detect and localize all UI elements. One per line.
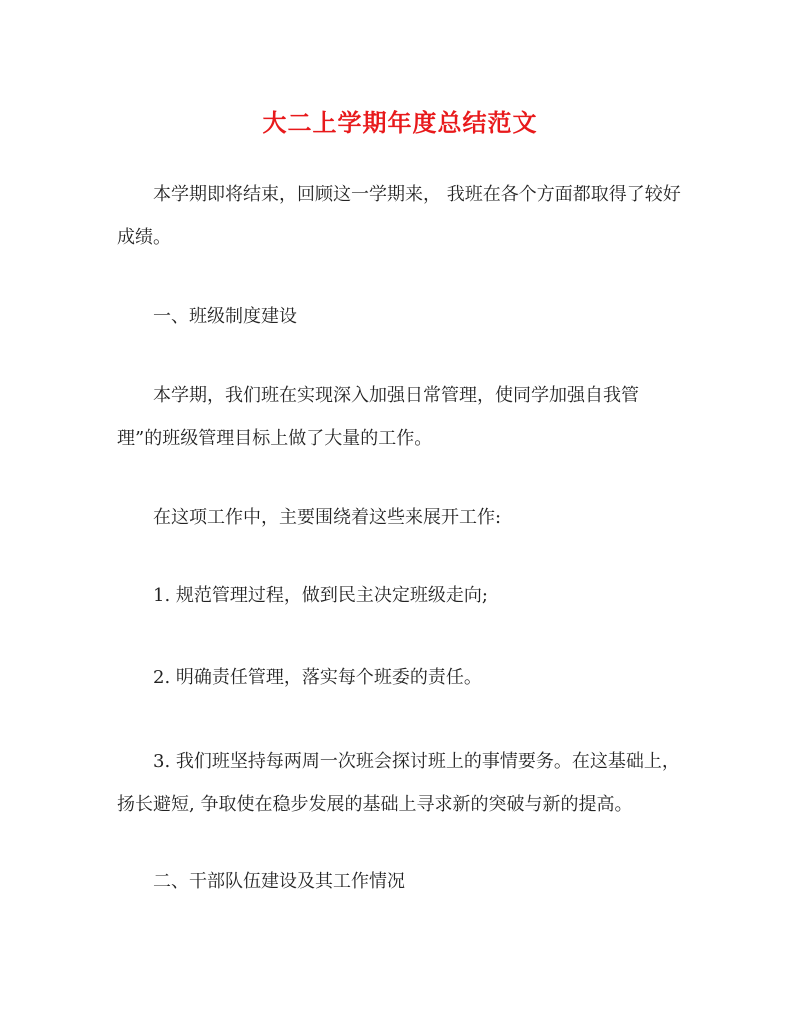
paragraph-work-focus: 在这项工作中，主要围绕着这些来展开工作: [153,507,502,528]
list-item-3: 3. 我们班坚持每两周一次班会探讨班上的事情要务。在这基础上，扬长避短, 争取使在稳步发展的基础上寻求新的突破与新的提高。 [117,751,680,815]
document-title: 大二上学期年度总结范文 [262,108,538,137]
list-item-1: 1. 规范管理过程，做到民主决定班级走向; [153,585,488,606]
paragraph-intro: 本学期即将结束，回顾这一学期来， 我班在各个方面都取得了较好成绩。 [117,184,681,248]
section-heading-class-system: 一、班级制度建设 [153,306,297,327]
list-item-2: 2. 明确责任管理，落实每个班委的责任。 [153,667,482,688]
paragraph-management-goal: 本学期，我们班在实现深入加强日常管理，使同学加强自我管理”的班级管理目标上做了大量的工作。 [117,385,639,449]
section-heading-cadre-team: 二、干部队伍建设及其工作情况 [153,871,405,892]
